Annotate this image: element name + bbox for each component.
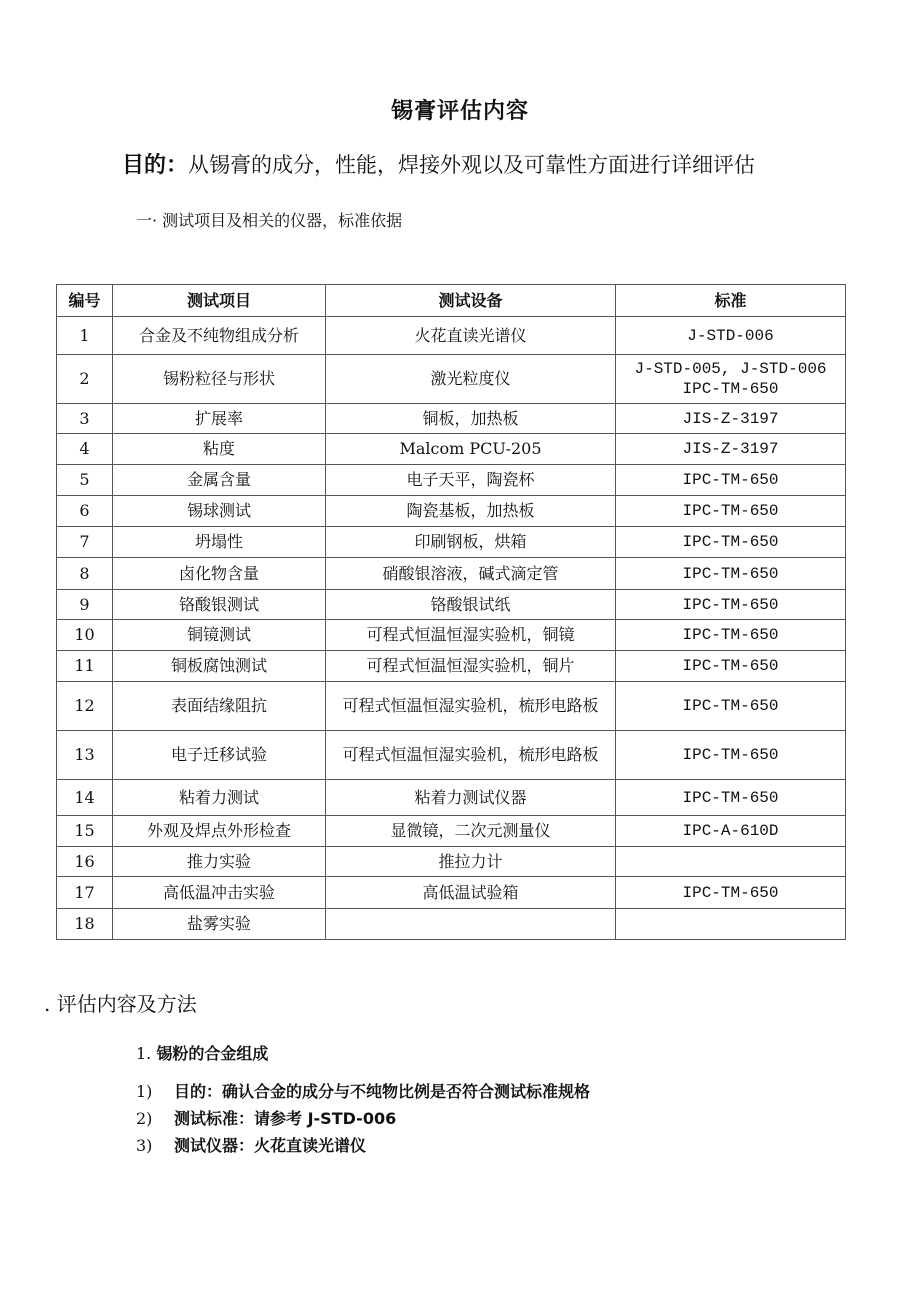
cell-standard	[616, 909, 846, 940]
cell-number: 15	[57, 816, 113, 847]
cell-number: 10	[57, 620, 113, 651]
cell-equipment: 印刷钢板，烘箱	[326, 527, 616, 558]
cell-number: 18	[57, 909, 113, 940]
cell-test-item: 铬酸银测试	[113, 590, 326, 620]
cell-equipment: 激光粒度仪	[326, 355, 616, 404]
cell-number: 14	[57, 780, 113, 816]
purpose-text: 从锡膏的成分，性能，焊接外观以及可靠性方面进行详细评估	[188, 153, 756, 177]
table-row	[57, 496, 846, 527]
cell-test-item: 粘度	[113, 434, 326, 465]
header-number: 编号	[57, 285, 113, 317]
purpose-colon: ：	[166, 153, 189, 178]
cell-test-item: 粘着力测试	[113, 780, 326, 816]
cell-equipment: 硝酸银溶液，碱式滴定管	[326, 558, 616, 590]
cell-number: 4	[57, 434, 113, 465]
purpose-label: 目的	[122, 153, 167, 178]
table-header-row	[57, 285, 846, 317]
cell-number: 17	[57, 877, 113, 909]
cell-standard: IPC-TM-650	[616, 877, 846, 909]
cell-standard: IPC-TM-650	[616, 590, 846, 620]
cell-test-item: 电子迁移试验	[113, 731, 326, 780]
cell-equipment: 火花直读光谱仪	[326, 317, 616, 355]
cell-test-item: 金属含量	[113, 465, 326, 496]
cell-test-item: 扩展率	[113, 404, 326, 434]
method-item	[136, 1133, 366, 1156]
cell-equipment: 铬酸银试纸	[326, 590, 616, 620]
cell-number: 13	[57, 731, 113, 780]
table-row	[57, 731, 846, 780]
cell-test-item: 合金及不纯物组成分析	[113, 317, 326, 355]
table-row	[57, 434, 846, 465]
cell-equipment: 显微镜，二次元测量仪	[326, 816, 616, 847]
table-row	[57, 816, 846, 847]
method-item	[136, 1106, 396, 1129]
table-row	[57, 558, 846, 590]
table-row	[57, 465, 846, 496]
cell-test-item: 锡球测试	[113, 496, 326, 527]
cell-test-item: 推力实验	[113, 847, 326, 877]
cell-test-item: 外观及焊点外形检查	[113, 816, 326, 847]
cell-test-item: 卤化物含量	[113, 558, 326, 590]
cell-equipment: 可程式恒温恒湿实验机，梳形电路板	[326, 682, 616, 731]
method-item-number: 3)	[136, 1136, 153, 1155]
method-item-text: 测试标准：请参考 J-STD-006	[174, 1109, 397, 1128]
section-heading-1: 一· 测试项目及相关的仪器，标准依据	[136, 211, 403, 230]
cell-test-item: 坍塌性	[113, 527, 326, 558]
table-row	[57, 651, 846, 682]
subsection-heading	[136, 1041, 268, 1064]
method-item-text: 测试仪器：火花直读光谱仪	[174, 1136, 367, 1155]
cell-number: 11	[57, 651, 113, 682]
cell-standard: IPC-TM-650	[616, 731, 846, 780]
cell-number: 7	[57, 527, 113, 558]
cell-equipment: 可程式恒温恒湿实验机，梳形电路板	[326, 731, 616, 780]
cell-number: 5	[57, 465, 113, 496]
cell-test-item: 铜板腐蚀测试	[113, 651, 326, 682]
cell-number: 12	[57, 682, 113, 731]
table-row	[57, 590, 846, 620]
cell-standard: IPC-TM-650	[616, 651, 846, 682]
cell-number: 9	[57, 590, 113, 620]
header-test-item: 测试项目	[113, 285, 326, 317]
page-title: 锡膏评估内容	[390, 99, 529, 124]
method-item-number: 1)	[136, 1082, 153, 1101]
cell-equipment	[326, 909, 616, 940]
method-item-text: 目的：确认合金的成分与不纯物比例是否符合测试标准规格	[174, 1082, 591, 1101]
method-item-number: 2)	[136, 1109, 153, 1128]
cell-equipment: 电子天平，陶瓷杯	[326, 465, 616, 496]
cell-number: 1	[57, 317, 113, 355]
cell-standard: IPC-TM-650	[616, 682, 846, 731]
cell-test-item: 锡粉粒径与形状	[113, 355, 326, 404]
table-row	[57, 355, 846, 404]
cell-standard: J-STD-006	[616, 317, 846, 355]
cell-standard: IPC-TM-650	[616, 527, 846, 558]
cell-standard: IPC-TM-650	[616, 780, 846, 816]
cell-equipment: 高低温试验箱	[326, 877, 616, 909]
table-row	[57, 847, 846, 877]
table-row	[57, 682, 846, 731]
cell-equipment: 陶瓷基板，加热板	[326, 496, 616, 527]
section-heading-2: . 评估内容及方法	[44, 992, 197, 1016]
subsection-number: 1.	[136, 1044, 152, 1063]
cell-test-item: 盐雾实验	[113, 909, 326, 940]
cell-equipment: 铜板，加热板	[326, 404, 616, 434]
subsection-text: 锡粉的合金组成	[156, 1044, 269, 1063]
table-row	[57, 909, 846, 940]
test-items-table	[56, 284, 846, 940]
method-item	[136, 1079, 590, 1102]
cell-equipment: 推拉力计	[326, 847, 616, 877]
purpose-line	[122, 148, 755, 179]
cell-equipment: 可程式恒温恒湿实验机，铜片	[326, 651, 616, 682]
table-row	[57, 877, 846, 909]
cell-number: 2	[57, 355, 113, 404]
cell-number: 3	[57, 404, 113, 434]
cell-standard: J-STD-005, J-STD-006 IPC-TM-650	[616, 355, 846, 404]
table-row	[57, 620, 846, 651]
cell-standard: JIS-Z-3197	[616, 404, 846, 434]
cell-number: 16	[57, 847, 113, 877]
cell-standard: IPC-TM-650	[616, 465, 846, 496]
cell-equipment: Malcom PCU-205	[326, 434, 616, 465]
cell-standard: IPC-A-610D	[616, 816, 846, 847]
cell-standard: IPC-TM-650	[616, 558, 846, 590]
table-row	[57, 527, 846, 558]
cell-equipment: 粘着力测试仪器	[326, 780, 616, 816]
header-equipment: 测试设备	[326, 285, 616, 317]
cell-test-item: 表面结缘阻抗	[113, 682, 326, 731]
table-body	[57, 317, 846, 940]
cell-standard	[616, 847, 846, 877]
cell-standard: IPC-TM-650	[616, 620, 846, 651]
cell-standard: IPC-TM-650	[616, 496, 846, 527]
cell-test-item: 铜镜测试	[113, 620, 326, 651]
cell-test-item: 高低温冲击实验	[113, 877, 326, 909]
header-standard: 标准	[616, 285, 846, 317]
table-row	[57, 404, 846, 434]
cell-number: 8	[57, 558, 113, 590]
cell-number: 6	[57, 496, 113, 527]
table-row	[57, 780, 846, 816]
cell-equipment: 可程式恒温恒湿实验机，铜镜	[326, 620, 616, 651]
table-row	[57, 317, 846, 355]
cell-standard: JIS-Z-3197	[616, 434, 846, 465]
